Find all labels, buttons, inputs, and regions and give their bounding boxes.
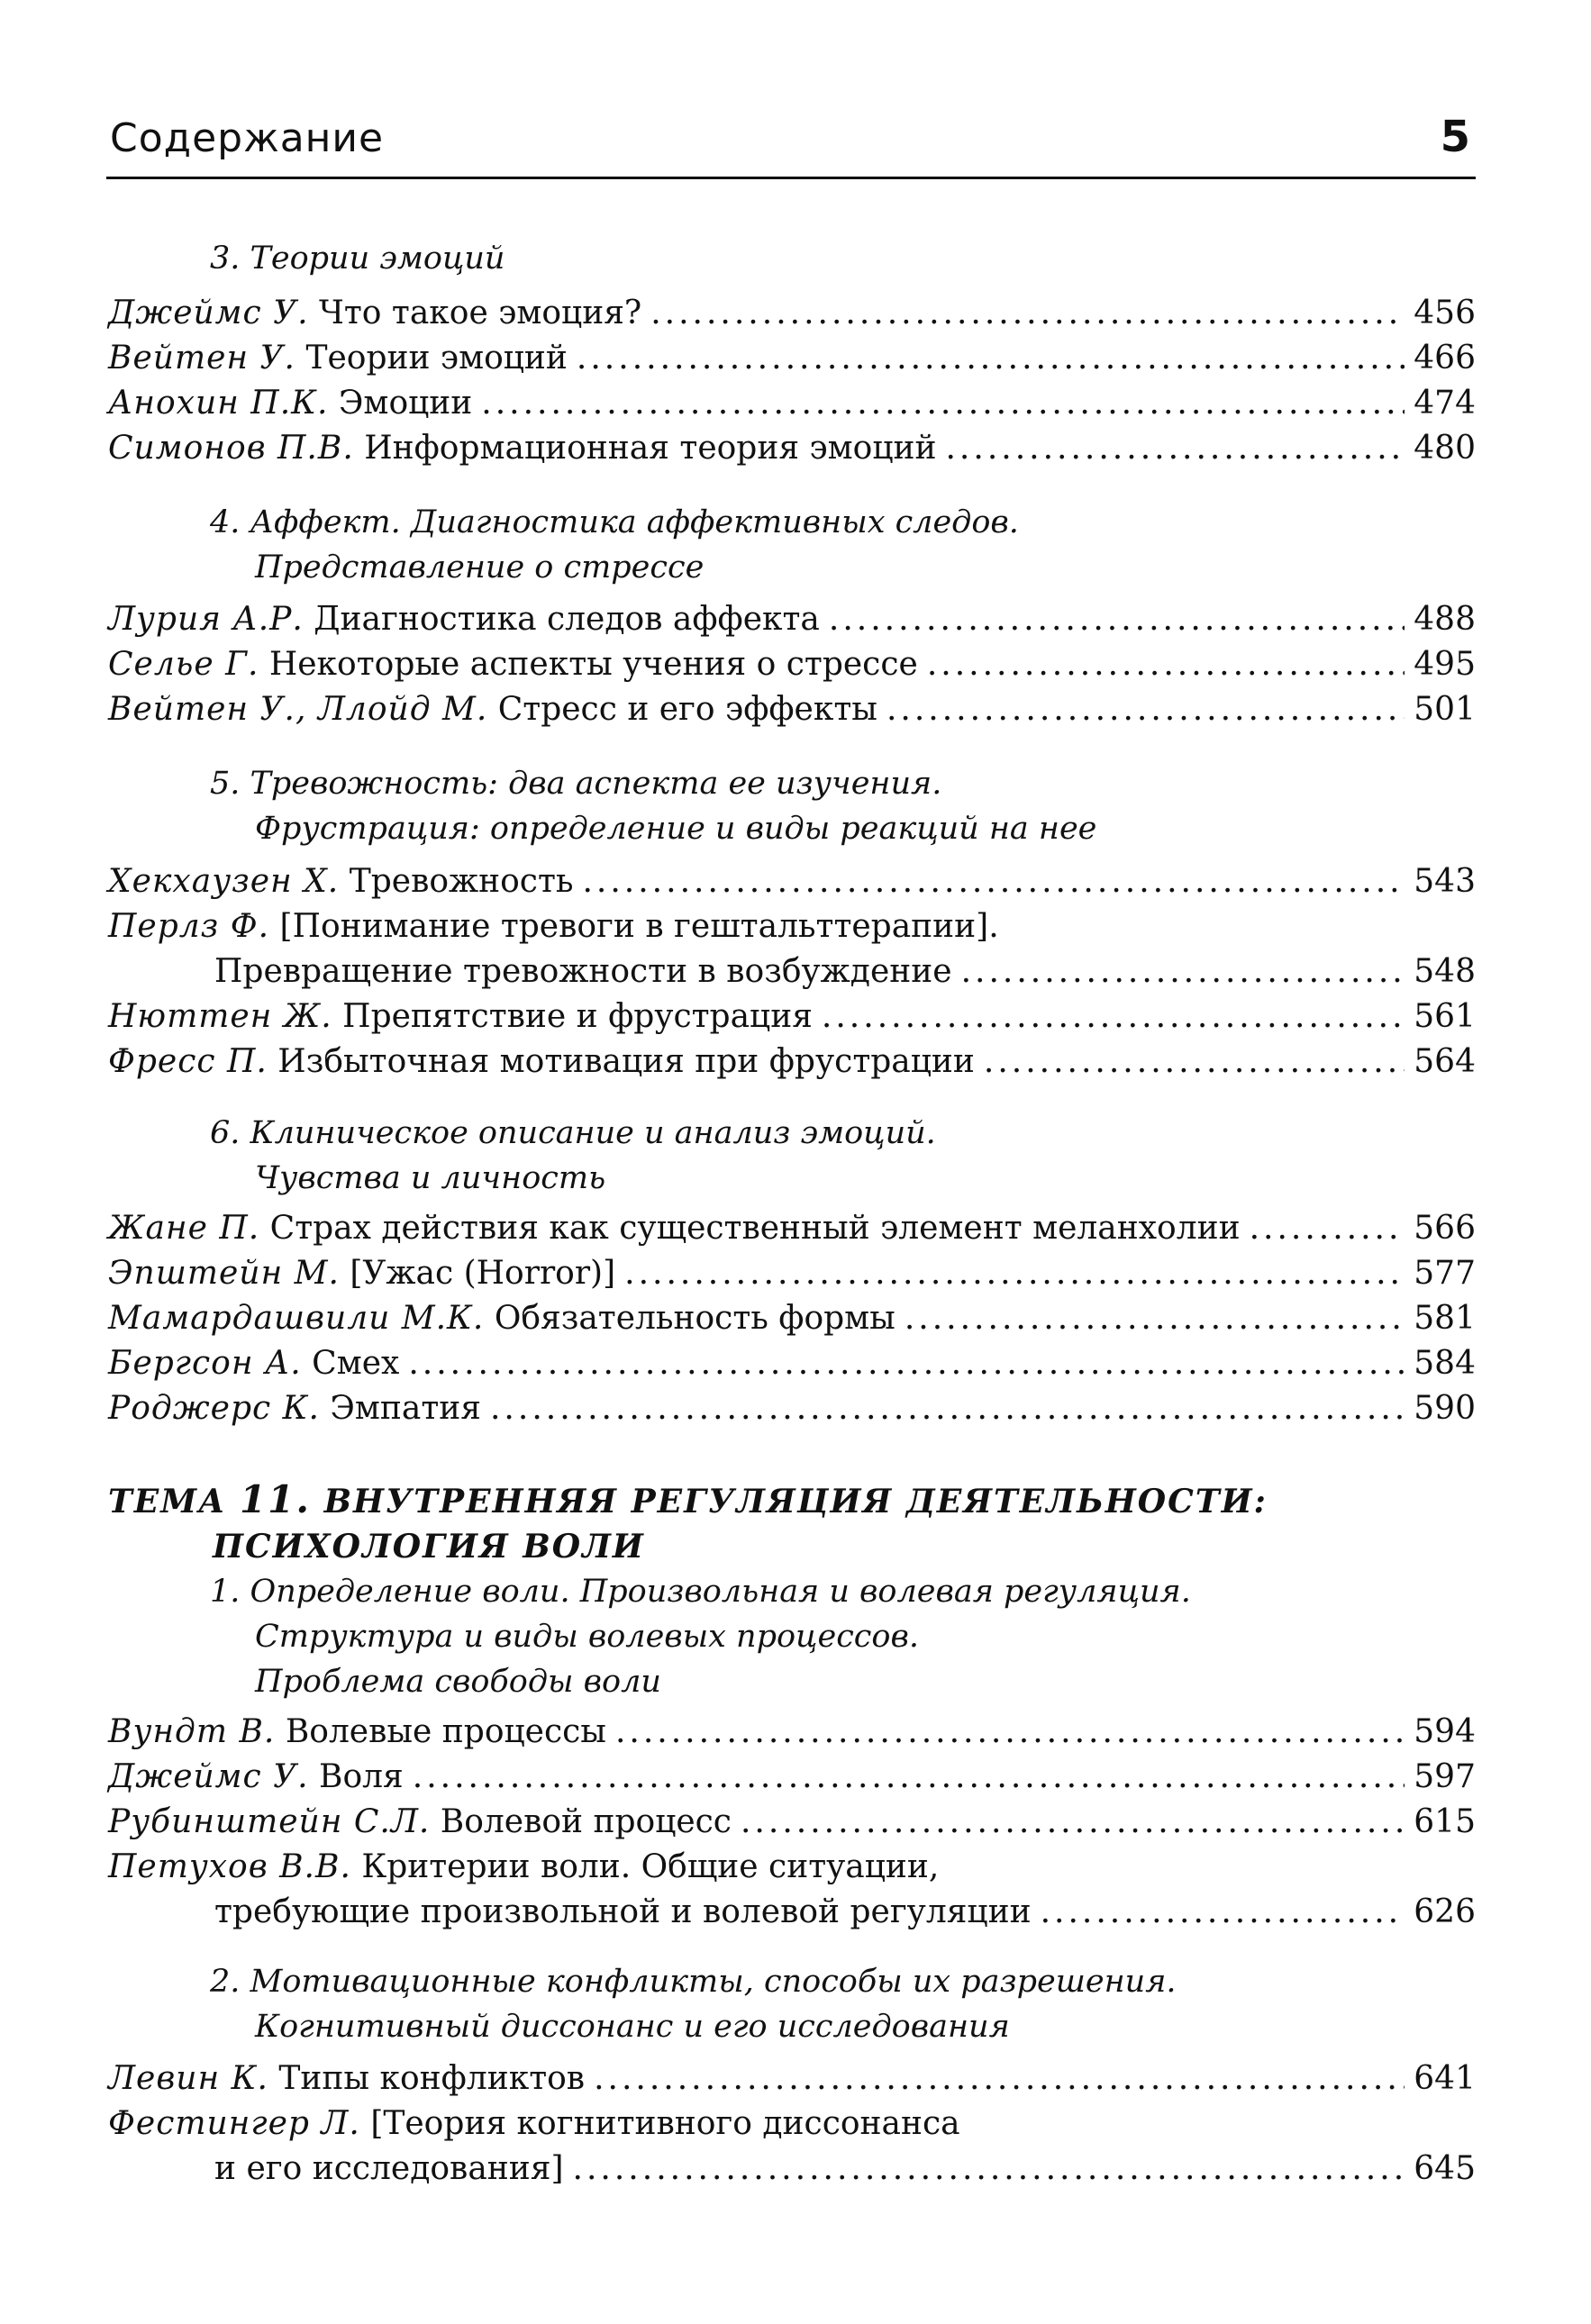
subsection-heading: 1. Определение воли. Произвольная и волевая регуляция. Структура и виды волевых процессов. Проблема свободы воли [210,1574,1191,1700]
entry-title: Страх действия как существенный элемент меланхолии [269,1210,1241,1247]
toc-entry[interactable] [108,2056,1476,2102]
entry-author: Эпштейн М. [108,1255,340,1292]
entry-page: 641 [1414,2060,1476,2097]
entry-author: Нюттен Ж. [108,998,332,1035]
dot-leader [822,994,1405,1039]
entry-author: Хекхаузен Х. [108,863,340,900]
entry-author: Джеймс У. [108,1758,309,1795]
entry-title: Смех [312,1345,400,1382]
entry-author: Симонов П.В. [108,430,354,467]
dot-leader [984,1039,1405,1085]
toc-entry[interactable] [108,904,1476,994]
entry-page: 564 [1414,1043,1476,1080]
entry-author: Бергсон А. [108,1345,302,1382]
dot-leader [829,597,1405,642]
toc-entry[interactable] [108,1386,1476,1431]
subsection-heading: 3. Теории эмоций [210,241,505,277]
entry-title: Волевой процесс [440,1803,732,1840]
topic-prefix: ТЕМА [108,1483,227,1521]
entry-author: Джеймс У. [108,295,309,331]
entry-page: 456 [1414,295,1476,331]
subsection-heading: 6. Клиническое описание и анализ эмоций. Чувства и личность [210,1115,936,1196]
entry-author: Мамардашвили М.К. [108,1300,485,1337]
entry-title: Препятствие и фрустрация [342,998,813,1035]
entry-page: 581 [1414,1300,1476,1337]
entry-title: [Ужас (Horror)] [350,1255,616,1292]
entry-page: 577 [1414,1255,1476,1292]
dot-leader [408,1341,1405,1386]
toc-entry[interactable] [108,426,1476,471]
toc-entry[interactable] [108,687,1476,732]
entry-title: Воля [319,1758,404,1795]
entry-page: 474 [1414,385,1476,422]
entry-title: Информационная теория эмоций [364,430,937,467]
entry-title: [Понимание тревоги в гештальттерапии]. [279,908,999,945]
entry-title: [Теория когнитивного диссонанса [370,2105,960,2142]
entry-author: Вейтен У. [108,340,296,377]
dot-leader [481,381,1405,426]
entry-page: 626 [1414,1893,1476,1930]
entry-author: Фресс П. [108,1043,268,1080]
entry-author: Петухов В.В. [108,1848,351,1885]
entry-title: Теории эмоций [305,340,568,377]
entry-title-continued: Превращение тревожности в возбуждение [214,953,952,990]
toc-entry[interactable] [108,994,1476,1039]
entry-author: Вейтен У., Ллойд М. [108,691,488,728]
subsection-heading: 5. Тревожность: два аспекта ее изучения. Фрустрация: определение и виды реакций на нее [210,766,1097,847]
subsection-heading: 2. Мотивационные конфликты, способы их разрешения. Когнитивный диссонанс и его исследования [210,1964,1177,2045]
entry-title: Обязательность формы [494,1300,896,1337]
entry-title: Эмпатия [330,1390,481,1427]
dot-leader [945,426,1405,471]
entry-author: Роджерс К. [108,1390,320,1427]
toc-entry[interactable] [108,1341,1476,1386]
dot-leader [1041,1890,1405,1935]
dot-leader [624,1251,1405,1296]
entry-title: Некоторые аспекты учения о стрессе [268,646,918,683]
dot-leader [886,687,1405,732]
dot-leader [905,1296,1405,1341]
entry-page: 561 [1414,998,1476,1035]
toc-entry[interactable] [108,336,1476,381]
entry-author: Вундт В. [108,1713,276,1750]
toc-entry[interactable] [108,2102,1476,2192]
header-page-number: 5 [1440,112,1470,162]
header-title: Содержание [110,115,385,161]
entry-page: 584 [1414,1345,1476,1382]
entry-page: 548 [1414,953,1476,990]
entry-author: Жане П. [108,1210,260,1247]
entry-author: Лурия А.Р. [108,601,304,638]
dot-leader [615,1710,1405,1755]
entry-title: Волевые процессы [285,1713,606,1750]
running-header [106,106,1476,179]
dot-leader [577,336,1405,381]
entry-author: Анохин П.К. [108,385,329,422]
entry-title: Избыточная мотивация при фрустрации [277,1043,975,1080]
entry-title: Типы конфликтов [278,2060,586,2097]
entry-title-continued: и его исследования] [214,2150,564,2187]
toc-entry[interactable] [108,1755,1476,1800]
topic-heading [108,1477,1369,1569]
dot-leader [1250,1206,1405,1251]
subsection-heading: 4. Аффект. Диагностика аффективных следов. Представление о стрессе [210,504,1019,586]
entry-title: Критерии воли. Общие ситуации, [361,1848,940,1885]
toc-entry[interactable] [108,859,1476,904]
entry-title: Стресс и его эффекты [497,691,877,728]
toc-entry[interactable] [108,1800,1476,1845]
entry-page: 590 [1414,1390,1476,1427]
entry-page: 501 [1414,691,1476,728]
entry-author: Левин К. [108,2060,268,2097]
entry-title-continued: требующие произвольной и волевой регуляции [214,1893,1032,1930]
toc-entry[interactable] [108,642,1476,687]
entry-page: 645 [1414,2150,1476,2187]
entry-title: Что такое эмоция? [319,295,642,331]
toc-entry[interactable] [108,1206,1476,1251]
entry-page: 543 [1414,863,1476,900]
toc-entry[interactable] [108,381,1476,426]
entry-page: 566 [1414,1210,1476,1247]
entry-author: Перлз Ф. [108,908,270,945]
entry-page: 597 [1414,1758,1476,1795]
toc-entry[interactable] [108,1710,1476,1755]
entry-page: 466 [1414,340,1476,377]
dot-leader [927,642,1405,687]
topic-title: ВНУТРЕННЯЯ РЕГУЛЯЦИЯ ДЕЯТЕЛЬНОСТИ: [323,1483,1268,1521]
dot-leader [413,1755,1405,1800]
topic-number: 11. [239,1477,312,1521]
dot-leader [741,1800,1405,1845]
entry-page: 495 [1414,646,1476,683]
entry-author: Селье Г. [108,646,259,683]
toc-entry[interactable] [108,291,1476,336]
dot-leader [594,2056,1405,2102]
dot-leader [573,2147,1405,2192]
dot-leader [582,859,1405,904]
entry-author: Фестингер Л. [108,2105,360,2142]
entry-author: Рубинштейн С.Л. [108,1803,431,1840]
toc-entry[interactable] [108,1039,1476,1085]
toc-entry[interactable] [108,1845,1476,1935]
entry-page: 615 [1414,1803,1476,1840]
entry-title: Диагностика следов аффекта [314,601,820,638]
entry-page: 488 [1414,601,1476,638]
toc-entry[interactable] [108,1296,1476,1341]
topic-title-continued: ПСИХОЛОГИЯ ВОЛИ [213,1528,645,1566]
dot-leader [961,949,1405,994]
dot-leader [490,1386,1405,1431]
entry-title: Эмоции [338,385,473,422]
entry-page: 594 [1414,1713,1476,1750]
toc-entry[interactable] [108,597,1476,642]
dot-leader [650,291,1405,336]
toc-entry[interactable] [108,1251,1476,1296]
entry-title: Тревожность [349,863,574,900]
entry-page: 480 [1414,430,1476,467]
